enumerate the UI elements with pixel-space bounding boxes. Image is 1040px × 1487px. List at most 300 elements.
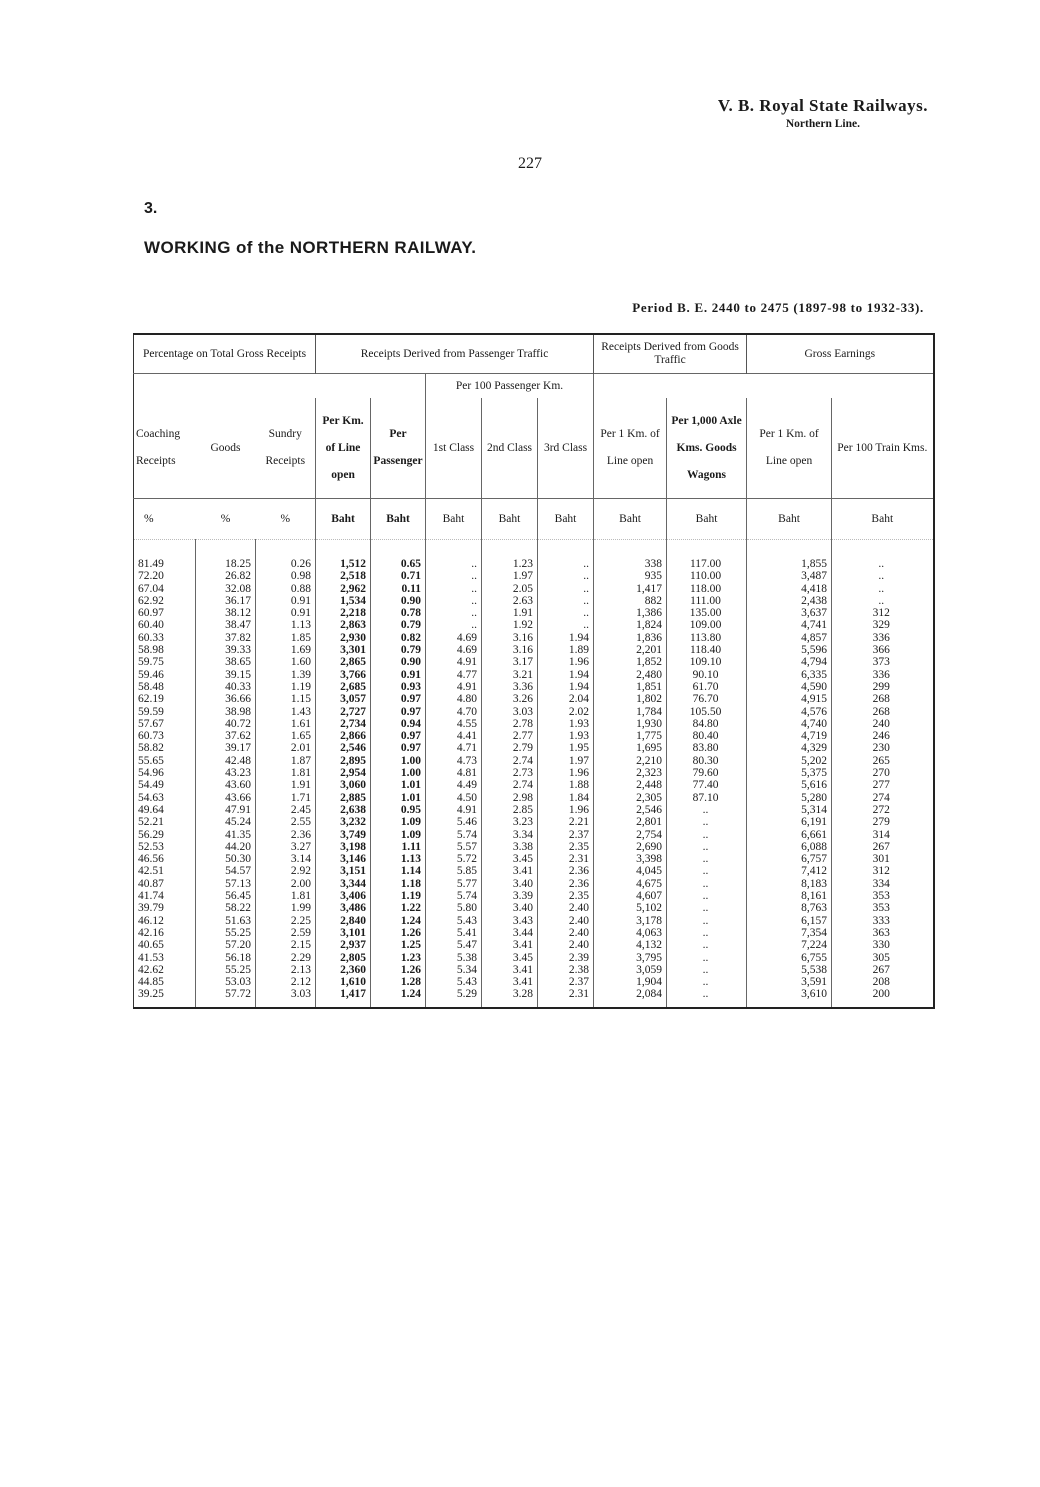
table-cell: 41.53 xyxy=(138,951,164,964)
table-cell: 5,375 xyxy=(747,767,832,779)
table-cell: 3.40 xyxy=(482,902,538,914)
table-cell: 2,518 xyxy=(316,570,371,582)
table-cell: .. xyxy=(538,583,594,595)
table-row xyxy=(134,865,934,877)
table-cell: 42.51 xyxy=(138,865,164,878)
unit-cell: % xyxy=(256,499,316,540)
table-cell: .. xyxy=(667,804,747,816)
table-cell: 0.91 xyxy=(371,669,426,681)
table-cell: .. xyxy=(538,570,594,582)
table-cell: 3,059 xyxy=(594,964,667,976)
table-cell: 0.26 xyxy=(256,540,316,571)
table-cell: 2,863 xyxy=(316,619,371,631)
table-cell: 42.62 xyxy=(138,963,164,976)
table-cell: 1.24 xyxy=(371,988,426,1007)
working-statistics-table xyxy=(133,333,935,1009)
table-cell: 3,487 xyxy=(747,570,832,582)
section-number: 3. xyxy=(144,200,158,217)
table-cell: 4,719 xyxy=(747,730,832,742)
col-per-km-line: Per Km. of Line open xyxy=(316,398,371,499)
table-cell: 330 xyxy=(832,939,934,951)
table-cell: 2.79 xyxy=(482,742,538,754)
table-row xyxy=(134,693,934,705)
table-cell: 2.00 xyxy=(256,878,316,890)
table-cell: 1.19 xyxy=(256,681,316,693)
table-row xyxy=(134,595,934,607)
table-cell: 2,840 xyxy=(316,915,371,927)
table-cell: 334 xyxy=(832,878,934,890)
table-cell: 1,851 xyxy=(594,681,667,693)
table-cell: 3.21 xyxy=(482,669,538,681)
table-cell: 46.12 xyxy=(138,914,164,927)
table-row xyxy=(134,779,934,791)
table-cell: 7,224 xyxy=(747,939,832,951)
table-cell: 312 xyxy=(832,865,934,877)
table-cell: 1,824 xyxy=(594,619,667,631)
table-cell: 0.90 xyxy=(371,656,426,668)
table-cell: 6,661 xyxy=(747,829,832,841)
table-cell: 314 xyxy=(832,829,934,841)
table-cell: 5,596 xyxy=(747,644,832,656)
table-cell: 1.60 xyxy=(256,656,316,668)
table-cell: 5.72 xyxy=(426,853,482,865)
unit-cell: Baht xyxy=(832,499,934,540)
unit-cell: Baht xyxy=(482,499,538,540)
table-cell: 57.72 xyxy=(196,988,256,1007)
table-cell: 4.69 xyxy=(426,632,482,644)
table-cell: 2,805 xyxy=(316,952,371,964)
table-cell: 1.97 xyxy=(538,755,594,767)
table-row xyxy=(134,607,934,619)
table-cell: 5.47 xyxy=(426,939,482,951)
table-cell: 79.60 xyxy=(667,767,747,779)
table-cell: 2,954 xyxy=(316,767,371,779)
table-cell: 2.15 xyxy=(256,939,316,951)
table-cell: 43.60 xyxy=(196,779,256,791)
table-cell: 1.00 xyxy=(371,755,426,767)
table-cell: 1.65 xyxy=(256,730,316,742)
table-body xyxy=(134,540,934,1008)
table-cell: 4,045 xyxy=(594,865,667,877)
unit-cell: % xyxy=(196,499,256,540)
subheader-spacer xyxy=(134,374,426,399)
table-cell: 2.36 xyxy=(538,865,594,877)
table-cell: 2.73 xyxy=(482,767,538,779)
table-cell: 1,836 xyxy=(594,632,667,644)
table-cell: 3,591 xyxy=(747,976,832,988)
table-row xyxy=(134,632,934,644)
table-cell: 0.65 xyxy=(371,540,426,571)
table-cell: 1,855 xyxy=(747,540,832,571)
group-per-100-passenger-km: Per 100 Passenger Km. xyxy=(426,374,594,399)
table-cell: 4,915 xyxy=(747,693,832,705)
unit-cell: % xyxy=(134,499,196,540)
table-cell: 2,323 xyxy=(594,767,667,779)
table-cell: .. xyxy=(667,865,747,877)
table-cell: 3,486 xyxy=(316,902,371,914)
table-cell: 333 xyxy=(832,915,934,927)
table-cell: 2.31 xyxy=(538,853,594,865)
table-cell: 4,590 xyxy=(747,681,832,693)
table-cell: 1.87 xyxy=(256,755,316,767)
group-percentage: Percentage on Total Gross Receipts xyxy=(142,347,307,360)
table-cell: 1.01 xyxy=(371,792,426,804)
table-cell: 39.17 xyxy=(196,742,256,754)
table-cell: 52.53 xyxy=(138,840,164,853)
table-cell: 2.21 xyxy=(538,816,594,828)
table-cell: 3,795 xyxy=(594,952,667,964)
table-cell: 1.93 xyxy=(538,730,594,742)
table-cell: 109.10 xyxy=(667,656,747,668)
table-cell: 265 xyxy=(832,755,934,767)
table-cell: 2,084 xyxy=(594,988,667,1007)
table-cell: 3.41 xyxy=(482,939,538,951)
table-cell: 54.49 xyxy=(138,779,164,792)
table-cell: 1.94 xyxy=(538,681,594,693)
table-cell: 135.00 xyxy=(667,607,747,619)
table-cell: 2,638 xyxy=(316,804,371,816)
table-cell: 1.97 xyxy=(482,570,538,582)
table-cell: 61.70 xyxy=(667,681,747,693)
table-cell: 268 xyxy=(832,706,934,718)
table-cell: 8,763 xyxy=(747,902,832,914)
table-cell: 272 xyxy=(832,804,934,816)
table-cell: .. xyxy=(667,988,747,1007)
table-cell: 2.37 xyxy=(538,976,594,988)
table-cell: 3,232 xyxy=(316,816,371,828)
table-cell: 81.49 xyxy=(138,558,164,570)
table-row xyxy=(134,619,934,631)
table-cell: 5.29 xyxy=(426,988,482,1007)
table-cell: 301 xyxy=(832,853,934,865)
table-cell: 32.08 xyxy=(196,583,256,595)
table-cell: 3.38 xyxy=(482,841,538,853)
table-cell: .. xyxy=(832,583,934,595)
table-cell: 110.00 xyxy=(667,570,747,582)
table-cell: 39.33 xyxy=(196,644,256,656)
table-cell: 58.48 xyxy=(138,680,164,693)
group-gross: Gross Earnings xyxy=(747,334,934,374)
table-cell: 1.71 xyxy=(256,792,316,804)
table-cell: 1.61 xyxy=(256,718,316,730)
table-cell: 1.23 xyxy=(482,540,538,571)
table-cell: 2.36 xyxy=(256,829,316,841)
table-cell: 4,741 xyxy=(747,619,832,631)
table-row xyxy=(134,853,934,865)
table-row xyxy=(134,583,934,595)
table-cell: 246 xyxy=(832,730,934,742)
table-cell: 2.12 xyxy=(256,976,316,988)
table-cell: 279 xyxy=(832,816,934,828)
table-cell: 0.90 xyxy=(371,595,426,607)
table-cell: 1,386 xyxy=(594,607,667,619)
table-cell: 3,749 xyxy=(316,829,371,841)
table-cell: 0.11 xyxy=(371,583,426,595)
table-cell: .. xyxy=(667,939,747,951)
table-cell: 2.05 xyxy=(482,583,538,595)
table-cell: 4.69 xyxy=(426,644,482,656)
table-cell: 2,690 xyxy=(594,841,667,853)
table-cell: 3,146 xyxy=(316,853,371,865)
table-cell: 270 xyxy=(832,767,934,779)
table-cell: 3,766 xyxy=(316,669,371,681)
table-cell: .. xyxy=(667,841,747,853)
table-cell: 1.43 xyxy=(256,706,316,718)
table-cell: 2.40 xyxy=(538,902,594,914)
table-cell: 50.30 xyxy=(196,853,256,865)
table-cell: 4,576 xyxy=(747,706,832,718)
table-row xyxy=(134,792,934,804)
table-cell: 0.97 xyxy=(371,742,426,754)
table-cell: 2,930 xyxy=(316,632,371,644)
table-cell: 5.38 xyxy=(426,952,482,964)
table-cell: 1.94 xyxy=(538,632,594,644)
table-cell: 54.63 xyxy=(138,791,164,804)
table-cell: 1,512 xyxy=(316,540,371,571)
table-cell: 1.09 xyxy=(371,829,426,841)
table-cell: 2.74 xyxy=(482,755,538,767)
page-number: 227 xyxy=(518,155,542,172)
table-cell: 7,354 xyxy=(747,927,832,939)
table-cell: 4.91 xyxy=(426,656,482,668)
col-sundry-receipts: Sundry Receipts xyxy=(265,428,306,467)
col-gross-per-km: Per 1 Km. of Line open xyxy=(747,398,832,499)
table-cell: 2.25 xyxy=(256,915,316,927)
table-row xyxy=(134,644,934,656)
col-first-class: 1st Class xyxy=(426,398,482,499)
table-row xyxy=(134,706,934,718)
table-cell: .. xyxy=(667,915,747,927)
table-cell: .. xyxy=(426,607,482,619)
table-cell: 3.26 xyxy=(482,693,538,705)
table-cell: 0.97 xyxy=(371,706,426,718)
table-cell: 5.77 xyxy=(426,878,482,890)
table-cell: 77.40 xyxy=(667,779,747,791)
table-cell: .. xyxy=(426,595,482,607)
table-cell: 1.96 xyxy=(538,656,594,668)
table-cell: 49.64 xyxy=(138,803,164,816)
table-cell: 57.67 xyxy=(138,717,164,730)
table-row xyxy=(134,952,934,964)
table-cell: 37.82 xyxy=(196,632,256,644)
table-cell: .. xyxy=(667,976,747,988)
table-cell: 40.87 xyxy=(138,877,164,890)
table-cell: 40.72 xyxy=(196,718,256,730)
table-cell: 1,417 xyxy=(316,988,371,1007)
table-cell: 2,801 xyxy=(594,816,667,828)
table-cell: 5,314 xyxy=(747,804,832,816)
table-cell: 1.88 xyxy=(538,779,594,791)
table-row xyxy=(134,570,934,582)
table-cell: 3.16 xyxy=(482,644,538,656)
table-cell: 1,904 xyxy=(594,976,667,988)
table-cell: 3.41 xyxy=(482,865,538,877)
table-cell: 267 xyxy=(832,841,934,853)
table-cell: 43.23 xyxy=(196,767,256,779)
unit-cell: Baht xyxy=(747,499,832,540)
table-cell: 1.13 xyxy=(256,619,316,631)
table-cell: 4,418 xyxy=(747,583,832,595)
table-row xyxy=(134,939,934,951)
table-cell: 2,448 xyxy=(594,779,667,791)
table-cell: 3.23 xyxy=(482,816,538,828)
col-per-100-train-kms: Per 100 Train Kms. xyxy=(832,398,934,499)
table-cell: 3,301 xyxy=(316,644,371,656)
table-cell: 5,538 xyxy=(747,964,832,976)
table-cell: 2.31 xyxy=(538,988,594,1007)
table-cell: 299 xyxy=(832,681,934,693)
table-cell: 7,412 xyxy=(747,865,832,877)
table-cell: 2.78 xyxy=(482,718,538,730)
table-cell: 2.04 xyxy=(538,693,594,705)
unit-cell: Baht xyxy=(667,499,747,540)
table-cell: 1.11 xyxy=(371,841,426,853)
table-cell: 2.35 xyxy=(538,890,594,902)
table-cell: 26.82 xyxy=(196,570,256,582)
table-cell: 2.55 xyxy=(256,816,316,828)
table-cell: 2,685 xyxy=(316,681,371,693)
table-cell: 1.00 xyxy=(371,767,426,779)
table-cell: 240 xyxy=(832,718,934,730)
table-cell: 2,480 xyxy=(594,669,667,681)
table-cell: .. xyxy=(667,927,747,939)
table-cell: .. xyxy=(538,607,594,619)
table-row xyxy=(134,976,934,988)
table-cell: 3,151 xyxy=(316,865,371,877)
table-cell: 274 xyxy=(832,792,934,804)
table-cell: 3,057 xyxy=(316,693,371,705)
table-cell: 1.26 xyxy=(371,964,426,976)
table-cell: 1.25 xyxy=(371,939,426,951)
table-cell: 329 xyxy=(832,619,934,631)
table-cell: 3.45 xyxy=(482,853,538,865)
table-cell: 0.95 xyxy=(371,804,426,816)
table-cell: .. xyxy=(538,619,594,631)
table-cell: 90.10 xyxy=(667,669,747,681)
table-cell: 4.91 xyxy=(426,804,482,816)
table-cell: 8,183 xyxy=(747,878,832,890)
table-row xyxy=(134,988,934,1007)
table-cell: 0.79 xyxy=(371,619,426,631)
table-cell: 54.57 xyxy=(196,865,256,877)
table-cell: 59.59 xyxy=(138,705,164,718)
table-row xyxy=(134,681,934,693)
table-cell: 5,102 xyxy=(594,902,667,914)
table-row xyxy=(134,718,934,730)
table-cell: 42.48 xyxy=(196,755,256,767)
table-row xyxy=(134,656,934,668)
table-cell: 1.28 xyxy=(371,976,426,988)
table-cell: 4.91 xyxy=(426,681,482,693)
table-cell: 5.34 xyxy=(426,964,482,976)
table-cell: 80.40 xyxy=(667,730,747,742)
table-cell: 60.73 xyxy=(138,730,164,743)
table-cell: 59.46 xyxy=(138,668,164,681)
table-cell: 2,754 xyxy=(594,829,667,841)
table-cell: 1.69 xyxy=(256,644,316,656)
table-cell: 6,157 xyxy=(747,915,832,927)
table-cell: 312 xyxy=(832,607,934,619)
col-third-class: 3rd Class xyxy=(538,398,594,499)
table-cell: 44.20 xyxy=(196,841,256,853)
table-cell: 40.65 xyxy=(138,939,164,952)
table-cell: 3.17 xyxy=(482,656,538,668)
table-cell: 3,178 xyxy=(594,915,667,927)
table-cell: 2,210 xyxy=(594,755,667,767)
table-cell: 2,734 xyxy=(316,718,371,730)
table-cell: 1.09 xyxy=(371,816,426,828)
table-cell: 4.49 xyxy=(426,779,482,791)
table-cell: 5.74 xyxy=(426,890,482,902)
table-row xyxy=(134,540,934,571)
table-cell: 0.88 xyxy=(256,583,316,595)
table-cell: 336 xyxy=(832,632,934,644)
table-cell: 2,360 xyxy=(316,964,371,976)
table-cell: 5.43 xyxy=(426,915,482,927)
table-cell: 5.80 xyxy=(426,902,482,914)
table-cell: 118.40 xyxy=(667,644,747,656)
table-cell: 353 xyxy=(832,890,934,902)
table-cell: 2.13 xyxy=(256,964,316,976)
table-cell: 1,775 xyxy=(594,730,667,742)
table-cell: .. xyxy=(667,964,747,976)
table-cell: .. xyxy=(667,816,747,828)
table-cell: 1.94 xyxy=(538,669,594,681)
table-cell: 1.96 xyxy=(538,804,594,816)
col-goods-pct: Goods xyxy=(210,441,241,454)
table-row xyxy=(134,742,934,754)
table-cell: 0.91 xyxy=(256,607,316,619)
table-cell: 38.98 xyxy=(196,706,256,718)
table-cell: 59.75 xyxy=(138,656,164,669)
table-cell: 4.50 xyxy=(426,792,482,804)
table-cell: 1.95 xyxy=(538,742,594,754)
table-cell: 39.25 xyxy=(138,988,164,1001)
table-cell: 113.80 xyxy=(667,632,747,644)
table-cell: 62.19 xyxy=(138,693,164,706)
table-cell: 2,546 xyxy=(594,804,667,816)
table-cell: 0.97 xyxy=(371,730,426,742)
table-cell: 2.40 xyxy=(538,939,594,951)
table-cell: 3,060 xyxy=(316,779,371,791)
table-cell: 3.03 xyxy=(482,706,538,718)
table-cell: 56.18 xyxy=(196,952,256,964)
table-cell: 60.40 xyxy=(138,619,164,632)
table-cell: 2.40 xyxy=(538,915,594,927)
table-cell: .. xyxy=(667,902,747,914)
table-cell: 2.98 xyxy=(482,792,538,804)
table-cell: .. xyxy=(538,540,594,571)
table-cell: 1,417 xyxy=(594,583,667,595)
table-cell: 1.01 xyxy=(371,779,426,791)
subheader-spacer-right xyxy=(594,374,934,399)
table-cell: .. xyxy=(426,619,482,631)
table-cell: 2,865 xyxy=(316,656,371,668)
table-cell: 117.00 xyxy=(667,540,747,571)
table-cell: 5.57 xyxy=(426,841,482,853)
table-cell: 5.85 xyxy=(426,865,482,877)
table-cell: 0.98 xyxy=(256,570,316,582)
col-goods-per-km: Per 1 Km. of Line open xyxy=(594,398,667,499)
table-cell: 2.02 xyxy=(538,706,594,718)
table-cell: 267 xyxy=(832,964,934,976)
table-cell: 1.39 xyxy=(256,669,316,681)
table-cell: 3.45 xyxy=(482,952,538,964)
group-goods: Receipts Derived from Goods Traffic xyxy=(594,334,747,374)
table-cell: 882 xyxy=(594,595,667,607)
table-cell: 42.16 xyxy=(138,926,164,939)
table-cell: 87.10 xyxy=(667,792,747,804)
